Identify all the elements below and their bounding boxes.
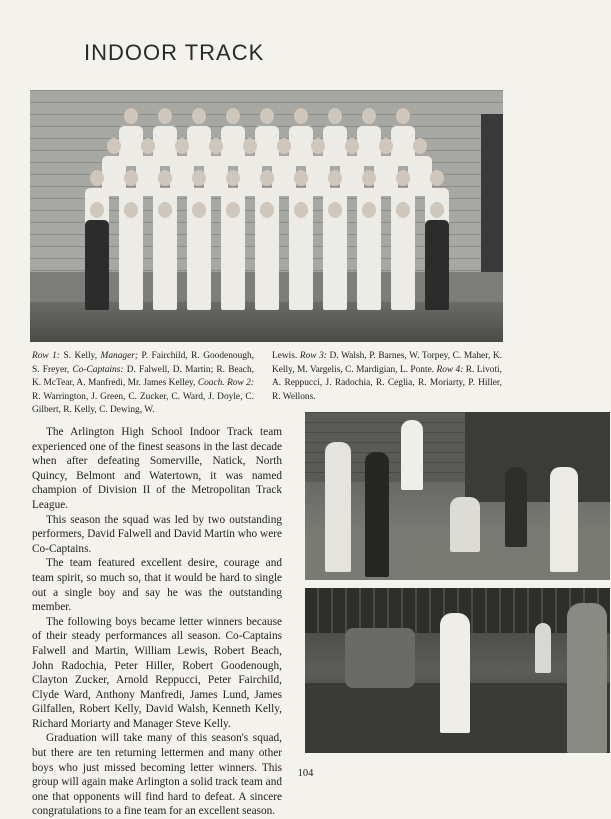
paragraph: The team featured excellent desire, courage and team spirit, so much so, that it would be hard to single out a single boy and say he was the outstanding member. [32,557,282,614]
caption-segment: D. Walsh, P. Barnes, W. Torpey, C. Maher, K. Kelly, M. Vargelis, C. Mardigian, L. Ponte. [272,351,502,375]
paragraph: This season the squad was led by two outstanding performers, David Falwell and David Martin who were Co-Captains. [32,513,282,555]
page-title: INDOOR TRACK [84,40,265,65]
caption-segment: D. Falwell, D. Martin; R. Beach, K. McTear, A. Manfredi, Mr. James Kelley, [32,364,254,388]
caption-segment: Row 3: [299,351,330,361]
caption-segment: S. Kelly, [63,351,101,361]
paragraph: Graduation will take many of this season's squad, but there are ten returning lettermen and many other boys who just missed becoming letter winners. This group will again make Arlington a solid track team and one that opponents will find hard to defeat. A sincere congratulations to a fine team for an excellent season. [32,732,282,818]
caption-segment: Co-Captains: [72,364,127,375]
caption-segment: Manager; [100,351,142,361]
caption-right [272,350,502,404]
caption-left [32,350,254,418]
paragraph: The following boys became letter winners because of their steady performances all season. Co-Captains Falwell and Martin, William Lewis, Robert Beach, John Radochia, Peter Hiller, Robert Goodenough, Clayton Zucker, Arnold Reppucci, Peter Fairchild, Clyde Ward, Anthony Manfredi, James Lund, James Gilfallen, Robert Kelly, David Walsh, Kenneth Kelly, Richard Moriarty and Manager Steve Kelly. [32,615,282,730]
caption-segment: Lewis. [272,351,300,361]
caption-segment: R. Warrington, J. Green, C. Zucker, C. Ward, J. Doyle, C. Gilbert, R. Kelly, C. Dewing, W. [32,391,254,415]
caption-segment: P. Fairchild, R. Goodenough, S. Freyer, [32,351,254,375]
team-photo [30,90,503,342]
article-body [32,425,282,819]
photo-row-1 [30,202,503,312]
paragraph: The Arlington High School Indoor Track team experienced one of the finest seasons in the last decade when after defeating Somerville, Natick, North Quincy, Belmont and Watertown, it was named champion of Division II of the Metropolitan Track League. [32,426,282,511]
action-photo-runner-finish [305,588,610,753]
caption-segment: Row 1: [32,351,64,361]
caption-segment: Row 4: [436,364,466,375]
caption-segment: Coach. Row 2: [197,378,254,388]
action-photo-runners-start [305,412,610,580]
page-number: 104 [297,768,314,779]
caption-segment: R. Livoti, A. Reppucci, J. Radochia, R. Ceglia, R. Moriarty, P. Hiller, R. Wellons. [272,364,502,402]
